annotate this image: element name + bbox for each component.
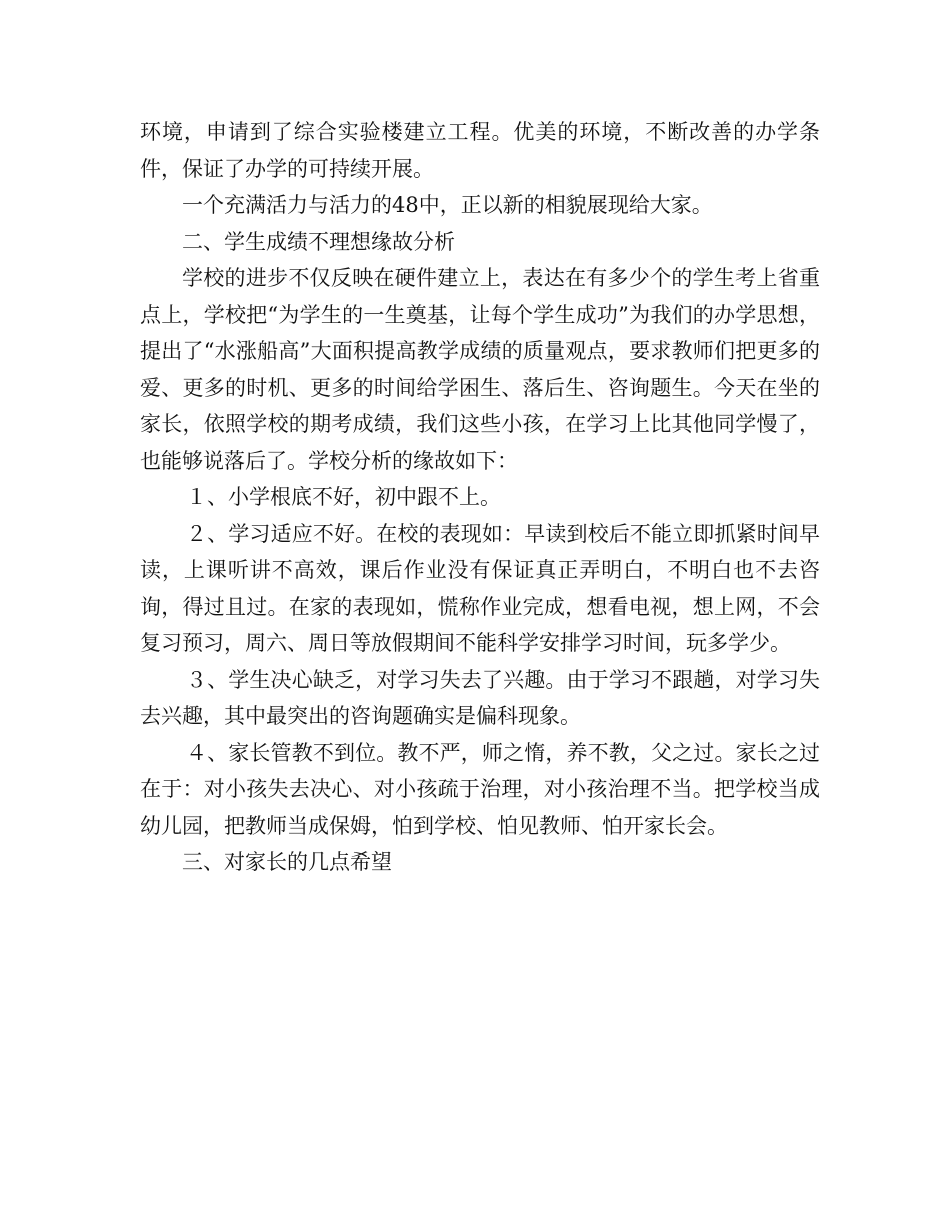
paragraph-continuation: 环境，申请到了综合实验楼建立工程。优美的环境，不断改善的办学条件，保证了办学的可持续开展。 (140, 120, 820, 181)
list-item-reason-2: ２、学习适应不好。在校的表现如：早读到校后不能立即抓紧时间早读，上课听讲不高效，课后作业没有保证真正弄明白，不明白也不去咨询，得过且过。在家的表现如，慌称作业完成，想看电视，想上网，不会复习预习，周六、周日等放假期间不能科学安排学习时间，玩多学少。 (140, 521, 820, 655)
list-item-reason-4: ４、家长管教不到位。教不严，师之惰，养不教，父之过。家长之过在于：对小孩失去决心、对小孩疏于治理，对小孩治理不当。把学校当成幼儿园，把教师当成保姆，怕到学校、怕见教师、怕开家长会。 (140, 740, 820, 838)
document-body (140, 114, 820, 881)
section-heading-2: 二、学生成绩不理想缘故分析 (182, 229, 455, 254)
paragraph-analysis-intro: 学校的进步不仅反映在硬件建立上，表达在有多少个的学生考上省重点上，学校把“为学生的一生奠基，让每个学生成功”为我们的办学思想，提出了“水涨船高”大面积提高教学成绩的质量观点，要求教师们把更多的爱、更多的时机、更多的时间给学困生、落后生、咨询题生。今天在坐的家长，依照学校的期考成绩，我们这些小孩，在学习上比其他同学慢了，也能够说落后了。学校分析的缘故如下： (140, 266, 820, 473)
paragraph-school-intro: 一个充满活力与活力的48中，正以新的相貌展现给大家。 (182, 193, 713, 217)
section-heading-3: 三、对家长的几点希望 (182, 850, 392, 874)
list-item-reason-3: ３、学生决心缺乏，对学习失去了兴趣。由于学习不跟趟，对学习失去兴趣，其中最突出的咨询题确实是偏科现象。 (140, 667, 820, 728)
list-item-reason-1: １、小学根底不好，初中跟不上。 (186, 485, 501, 509)
